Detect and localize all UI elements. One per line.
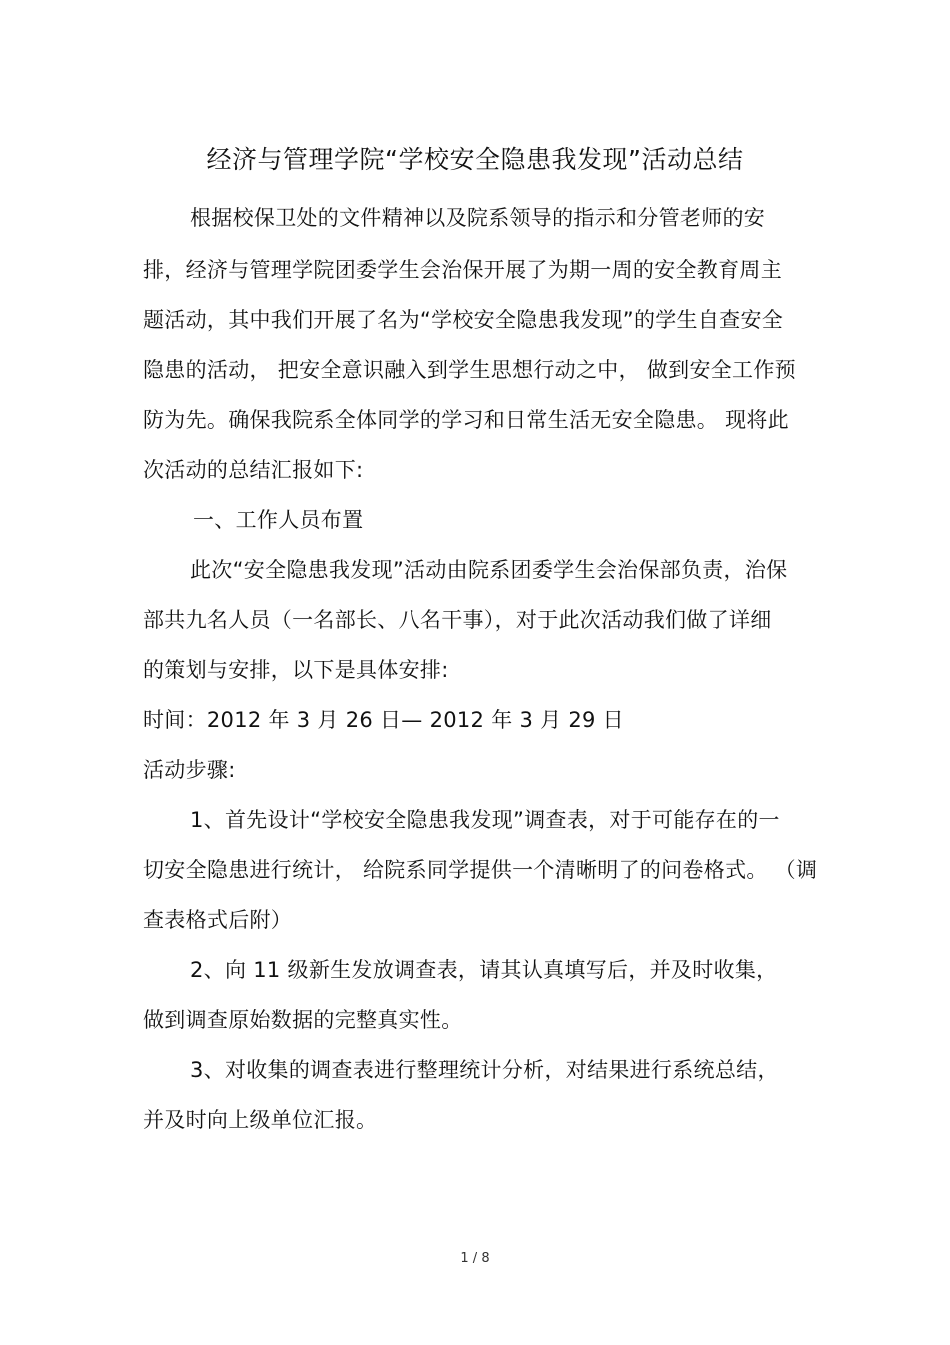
paragraph-line: 题活动，其中我们开展了名为“学校安全隐患我发现”的学生自查安全 [143, 308, 784, 332]
step-line: 查表格式后附） [143, 908, 293, 932]
paragraph-line: 此次“安全隐患我发现”活动由院系团委学生会治保部负责，治保 [190, 558, 788, 582]
section-heading: 一、工作人员布置 [193, 508, 364, 532]
step-line: 并及时向上级单位汇报。 [143, 1108, 378, 1132]
paragraph-line: 隐患的活动， 把安全意识融入到学生思想行动之中， 做到安全工作预 [143, 358, 796, 382]
step-line: 切安全隐患进行统计， 给院系同学提供一个清晰明了的问卷格式。 （调 [143, 858, 818, 882]
steps-heading: 活动步骤: [143, 758, 236, 782]
paragraph-line: 排，经济与管理学院团委学生会治保开展了为期一周的安全教育周主 [143, 258, 782, 282]
page-number: 1 / 8 [460, 1251, 490, 1266]
step-line: 3、对收集的调查表进行整理统计分析，对结果进行系统总结， [190, 1058, 779, 1082]
paragraph-line: 次活动的总结汇报如下: [143, 458, 364, 482]
step-line: 1、首先设计“学校安全隐患我发现”调查表，对于可能存在的一 [190, 808, 780, 832]
paragraph-line: 的策划与安排，以下是具体安排: [143, 658, 449, 682]
paragraph-line: 防为先。确保我院系全体同学的学习和日常生活无安全隐患。 现将此 [143, 408, 789, 432]
schedule-time: 时间：2012 年 3 月 26 日— 2012 年 3 月 29 日 [143, 708, 624, 732]
document-title: 经济与管理学院“学校安全隐患我发现”活动总结 [206, 145, 744, 174]
paragraph-line: 部共九名人员（一名部长、八名干事），对于此次活动我们做了详细 [143, 608, 772, 632]
step-line: 做到调查原始数据的完整真实性。 [143, 1008, 463, 1032]
paragraph-line: 根据校保卫处的文件精神以及院系领导的指示和分管老师的安 [190, 206, 766, 230]
step-line: 2、向 11 级新生发放调查表，请其认真填写后，并及时收集， [190, 958, 778, 982]
